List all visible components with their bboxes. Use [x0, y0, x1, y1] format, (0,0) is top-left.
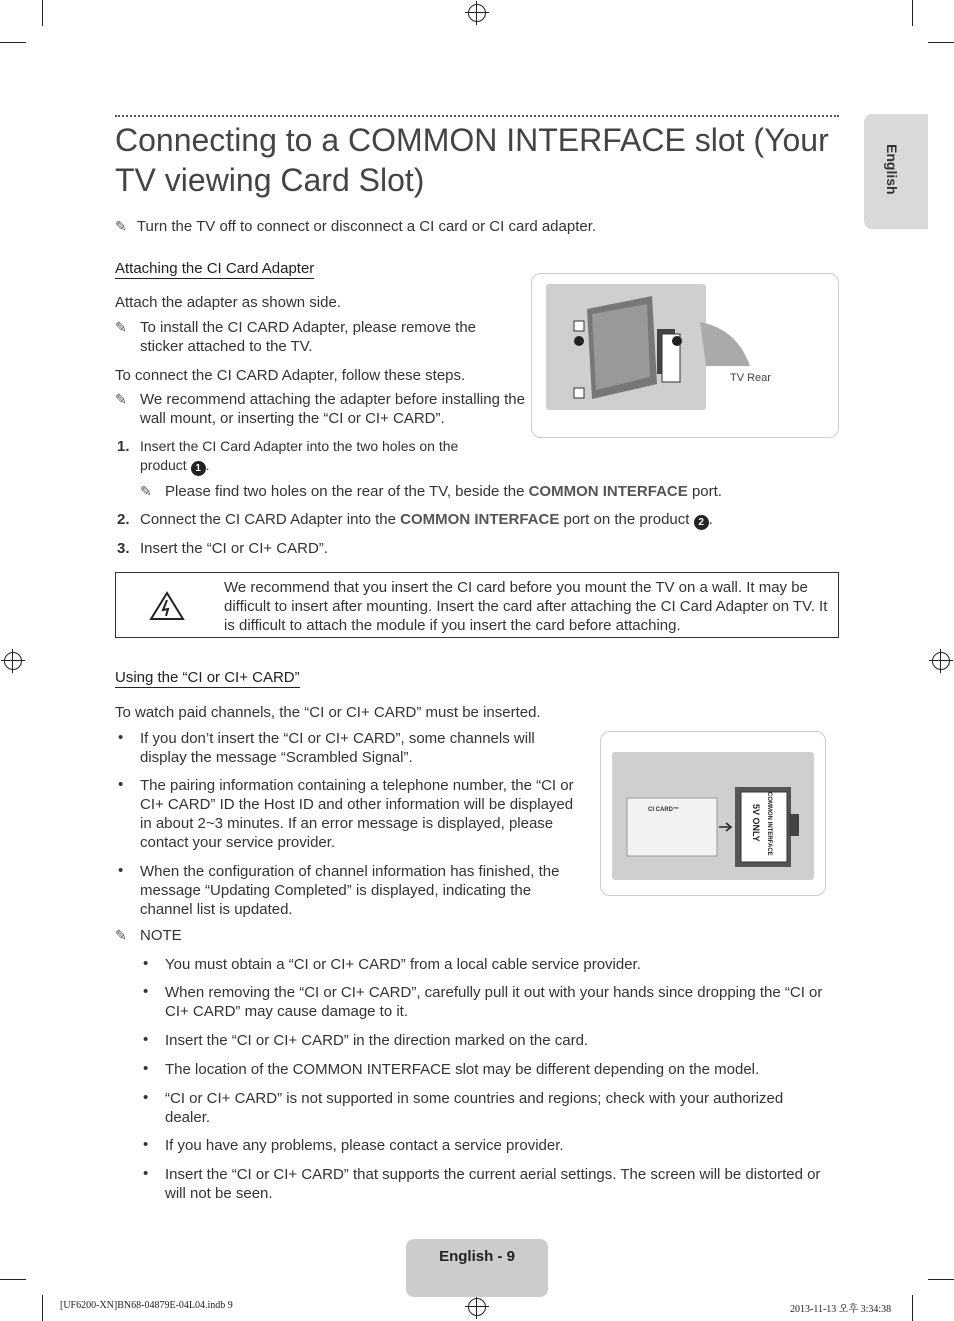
crop-mark [42, 0, 43, 26]
pencil-note-icon: ✎ [115, 218, 127, 234]
step1-note [165, 482, 722, 501]
warning-triangle-icon [149, 591, 185, 621]
step-number: 3. [117, 540, 130, 557]
tv-rear-illustration [532, 274, 838, 437]
list-item: Insert the “CI or CI+ CARD” in the direction marked on the card. [165, 1032, 589, 1049]
side-tab-label: English [884, 144, 900, 195]
pencil-note-icon: ✎ [115, 319, 127, 335]
pencil-note-icon: ✎ [115, 927, 127, 943]
step1-text: Insert the CI Card Adapter into the two holes on the product [140, 438, 459, 473]
language-side-tab [864, 114, 928, 229]
bullet-icon: • [118, 776, 124, 793]
step2-b: COMMON INTERFACE [400, 511, 560, 528]
crop-mark [928, 42, 954, 43]
list-item: “CI or CI+ CARD” is not supported in some countries and regions; check with your authorized dealer. [165, 1090, 784, 1126]
intro-note [115, 217, 596, 236]
step-text: Insert the CI Card Adapter into the two holes on the product 1 . [140, 438, 459, 474]
bullet-icon: • [143, 983, 149, 1000]
figure-label: TV Rear [730, 372, 771, 384]
marker-2-icon: 2 [694, 515, 709, 530]
crop-mark [0, 42, 26, 43]
list-item: When the configuration of channel information has finished, the message “Updating Completed” is displayed, indicating the channel list is updated. [140, 863, 560, 918]
pencil-note-icon: ✎ [140, 483, 152, 499]
marker-1-icon: 1 [191, 461, 206, 476]
list-item: If you have any problems, please contact a service provider. [165, 1137, 564, 1154]
step1-note-a: Please find two holes on the rear of the TV, beside the [165, 483, 525, 500]
pencil-note-icon: ✎ [115, 391, 127, 407]
crop-mark [912, 0, 913, 26]
paragraph: To connect the CI CARD Adapter, follow these steps. [115, 367, 466, 384]
paragraph: To watch paid channels, the “CI or CI+ CARD” must be inserted. [115, 704, 541, 721]
bullet-icon: • [143, 1136, 149, 1153]
bullet-icon: • [143, 1060, 149, 1077]
note-label: NOTE [140, 927, 182, 944]
ci-card-illustration [601, 732, 825, 895]
step2-c: port on the product [563, 511, 690, 528]
step-number: 2. [117, 511, 130, 528]
crop-mark [42, 1295, 43, 1321]
bullet-icon: • [118, 729, 124, 746]
print-info-right: 2013-11-13 오후 3:34:38 [790, 1304, 892, 1315]
registration-mark-icon [932, 652, 950, 670]
list-item: The location of the COMMON INTERFACE slot may be different depending on the model. [165, 1061, 760, 1078]
list-item: Insert the “CI or CI+ CARD” that supports the current aerial settings. The screen will be distorted or will not be seen. [165, 1166, 821, 1202]
step-number: 1. [117, 438, 130, 455]
crop-mark [928, 1279, 954, 1280]
print-info-left: [UF6200-XN]BN68-04879E-04L04.indb 9 [60, 1300, 233, 1311]
note-text: To install the CI CARD Adapter, please remove the sticker attached to the TV. [140, 319, 477, 355]
step1-note-c: port. [691, 483, 722, 500]
page-title: Connecting to a COMMON INTERFACE slot (Your TV viewing Card Slot) [115, 122, 829, 198]
list-item: When removing the “CI or CI+ CARD”, carefully pull it out with your hands since dropping the “CI or CI+ CARD” may cause damage to it. [165, 984, 823, 1020]
figure-tv-rear [531, 273, 839, 438]
bullet-icon: • [143, 1031, 149, 1048]
bullet-icon: • [143, 1165, 149, 1182]
paragraph: Attach the adapter as shown side. [115, 294, 341, 311]
registration-mark-icon [468, 1298, 486, 1316]
bullet-icon: • [143, 1089, 149, 1106]
note-text: We recommend attaching the adapter before installing the wall mount, or inserting the “CI or CI+ CARD”. [140, 391, 525, 427]
caution-text: We recommend that you insert the CI card before you mount the TV on a wall. It may be difficult to insert after mounting. Insert the card after attaching the CI Card Adapter on TV. It is difficult to attach the module if you insert the card before attaching. [224, 579, 828, 634]
bullet-icon: • [118, 862, 124, 879]
module-label: COMMON INTERFACE [766, 792, 772, 856]
registration-mark-icon [4, 652, 22, 670]
caution-box [115, 572, 839, 638]
list-item: You must obtain a “CI or CI+ CARD” from a local cable service provider. [165, 956, 641, 973]
step2-text: Connect the CI CARD Adapter into the COMMON INTERFACE port on the product 2 . [140, 511, 713, 528]
crop-mark [912, 1295, 913, 1321]
module-voltage-label: 5V ONLY [751, 804, 761, 842]
page-number: English - 9 [439, 1248, 515, 1265]
section-heading-using: Using the “CI or CI+ CARD” [115, 669, 300, 686]
card-label: CI CARD™ [648, 807, 679, 813]
intro-note-text: Turn the TV off to connect or disconnect a CI card or CI card adapter. [136, 218, 597, 235]
step3-text: Insert the “CI or CI+ CARD”. [140, 540, 328, 557]
registration-mark-icon [468, 4, 486, 22]
crop-mark [0, 1279, 26, 1280]
section-heading-attaching: Attaching the CI Card Adapter [115, 260, 315, 277]
step1-note-b: COMMON INTERFACE [528, 483, 688, 500]
title-rule [115, 115, 839, 117]
list-item: If you don’t insert the “CI or CI+ CARD”, some channels will display the message “Scrambled Signal”. [140, 730, 535, 766]
bullet-icon: • [143, 955, 149, 972]
page-number-tab [406, 1239, 548, 1297]
figure-ci-card [600, 731, 826, 896]
list-item: The pairing information containing a telephone number, the “CI or CI+ CARD” ID the Host ID and other information will be displayed in about 2~3 minutes. If an error message is displayed, please contact your service provider. [140, 777, 574, 851]
step2-a: Connect the CI CARD Adapter into the [140, 511, 396, 528]
